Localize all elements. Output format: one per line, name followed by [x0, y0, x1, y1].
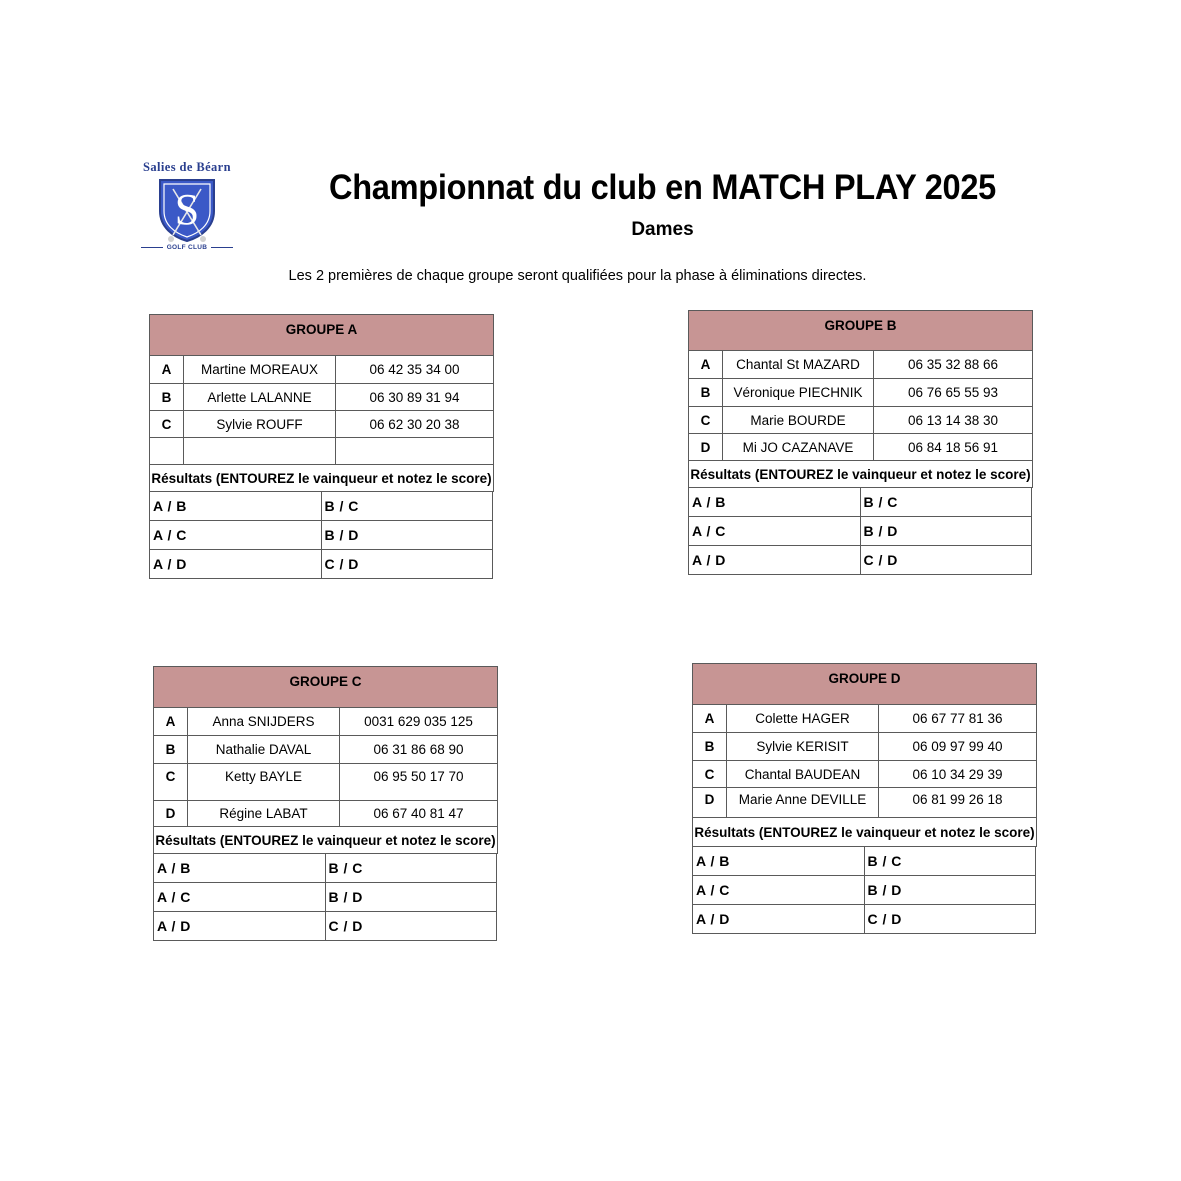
match-cell: A / D [693, 905, 865, 934]
match-cell: B / C [325, 854, 497, 883]
player-letter: A [689, 351, 723, 379]
group-c-matches [153, 853, 497, 941]
player-letter: B [150, 384, 184, 411]
player-row [693, 705, 1037, 733]
group-b-table [688, 310, 1033, 488]
match-cell: A / D [150, 550, 322, 579]
match-cell: B / D [860, 517, 1032, 546]
match-cell: B / D [864, 876, 1036, 905]
player-phone: 06 31 86 68 90 [340, 736, 498, 764]
player-name: Anna SNIJDERS [188, 708, 340, 736]
player-row [154, 801, 498, 827]
match-cell: B / D [325, 883, 497, 912]
club-shield-icon [156, 177, 218, 243]
player-row [689, 351, 1033, 379]
player-name [184, 438, 336, 465]
player-name: Chantal St MAZARD [723, 351, 874, 379]
player-letter: A [693, 705, 727, 733]
player-letter: B [154, 736, 188, 764]
player-phone: 06 30 89 31 94 [336, 384, 494, 411]
match-cell: A / D [689, 546, 861, 575]
player-row [689, 379, 1033, 407]
match-cell: B / D [321, 521, 493, 550]
page-subtitle: Dames [631, 219, 694, 240]
results-label: Résultats (ENTOUREZ le vainqueur et notez le score) [689, 461, 1033, 488]
match-cell: A / B [689, 488, 861, 517]
group-c-header: GROUPE C [154, 667, 498, 708]
player-letter: D [689, 434, 723, 461]
group-b-header: GROUPE B [689, 311, 1033, 351]
player-letter: D [154, 801, 188, 827]
player-phone: 06 81 99 26 18 [879, 788, 1037, 818]
player-row-empty [150, 438, 494, 465]
player-phone: 06 84 18 56 91 [874, 434, 1033, 461]
player-row [693, 761, 1037, 788]
group-d-card [692, 663, 1036, 934]
player-phone: 06 35 32 88 66 [874, 351, 1033, 379]
player-row [154, 708, 498, 736]
match-cell: B / C [860, 488, 1032, 517]
player-letter [150, 438, 184, 465]
player-letter: C [154, 764, 188, 801]
player-letter: C [693, 761, 727, 788]
player-name: Martine MOREAUX [184, 356, 336, 384]
player-row [150, 411, 494, 438]
match-cell: C / D [864, 905, 1036, 934]
player-row [689, 407, 1033, 434]
match-cell: C / D [325, 912, 497, 941]
player-name: Marie BOURDE [723, 407, 874, 434]
player-phone: 06 62 30 20 38 [336, 411, 494, 438]
group-c-table [153, 666, 498, 854]
player-phone: 06 42 35 34 00 [336, 356, 494, 384]
match-cell: C / D [321, 550, 493, 579]
club-logo [128, 160, 246, 262]
intro-text: Les 2 premières de chaque groupe seront qualifiées pour la phase à éliminations directes. [288, 268, 867, 284]
player-name: Nathalie DAVAL [188, 736, 340, 764]
match-cell: A / C [693, 876, 865, 905]
group-d-header: GROUPE D [693, 664, 1037, 705]
player-letter: C [150, 411, 184, 438]
group-d-table [692, 663, 1037, 847]
match-cell: A / B [693, 847, 865, 876]
player-letter: A [154, 708, 188, 736]
player-name: Colette HAGER [727, 705, 879, 733]
group-d-matches [692, 846, 1036, 934]
player-row [150, 356, 494, 384]
group-b-matches [688, 487, 1032, 575]
player-name: Marie Anne DEVILLE [727, 788, 879, 818]
player-name: Arlette LALANNE [184, 384, 336, 411]
player-name: Sylvie KERISIT [727, 733, 879, 761]
player-row [689, 434, 1033, 461]
match-cell: A / C [154, 883, 326, 912]
group-c-card [153, 666, 497, 941]
match-cell: A / C [150, 521, 322, 550]
player-row [693, 733, 1037, 761]
group-a-card [149, 314, 493, 579]
logo-golf-club-label: GOLF CLUB [166, 244, 208, 251]
player-letter: A [150, 356, 184, 384]
match-cell: A / B [154, 854, 326, 883]
player-name: Mi JO CAZANAVE [723, 434, 874, 461]
player-name: Chantal BAUDEAN [727, 761, 879, 788]
match-cell: B / C [864, 847, 1036, 876]
match-cell: A / B [150, 492, 322, 521]
player-row [154, 736, 498, 764]
player-phone [336, 438, 494, 465]
player-phone: 0031 629 035 125 [340, 708, 498, 736]
match-cell: B / C [321, 492, 493, 521]
player-phone: 06 95 50 17 70 [340, 764, 498, 801]
group-a-header: GROUPE A [150, 315, 494, 356]
player-row [154, 764, 498, 801]
match-cell: A / C [689, 517, 861, 546]
player-letter: B [693, 733, 727, 761]
player-phone: 06 10 34 29 39 [879, 761, 1037, 788]
match-cell: C / D [860, 546, 1032, 575]
results-label: Résultats (ENTOUREZ le vainqueur et notez le score) [154, 827, 498, 854]
results-label: Résultats (ENTOUREZ le vainqueur et notez le score) [693, 818, 1037, 847]
player-phone: 06 09 97 99 40 [879, 733, 1037, 761]
player-name: Ketty BAYLE [188, 764, 340, 801]
group-a-table [149, 314, 494, 492]
results-label: Résultats (ENTOUREZ le vainqueur et notez le score) [150, 465, 494, 492]
logo-club-name: Salies de Béarn [143, 160, 231, 174]
player-letter: D [693, 788, 727, 818]
page-title: Championnat du club en MATCH PLAY 2025 [328, 168, 997, 207]
player-name: Sylvie ROUFF [184, 411, 336, 438]
player-phone: 06 76 65 55 93 [874, 379, 1033, 407]
player-phone: 06 67 40 81 47 [340, 801, 498, 827]
player-letter: B [689, 379, 723, 407]
player-phone: 06 67 77 81 36 [879, 705, 1037, 733]
match-cell: A / D [154, 912, 326, 941]
svg-text:S: S [174, 185, 200, 234]
player-row [150, 384, 494, 411]
group-b-card [688, 310, 1032, 575]
group-a-matches [149, 491, 493, 579]
player-name: Véronique PIECHNIK [723, 379, 874, 407]
player-letter: C [689, 407, 723, 434]
player-phone: 06 13 14 38 30 [874, 407, 1033, 434]
player-row [693, 788, 1037, 818]
player-name: Régine LABAT [188, 801, 340, 827]
